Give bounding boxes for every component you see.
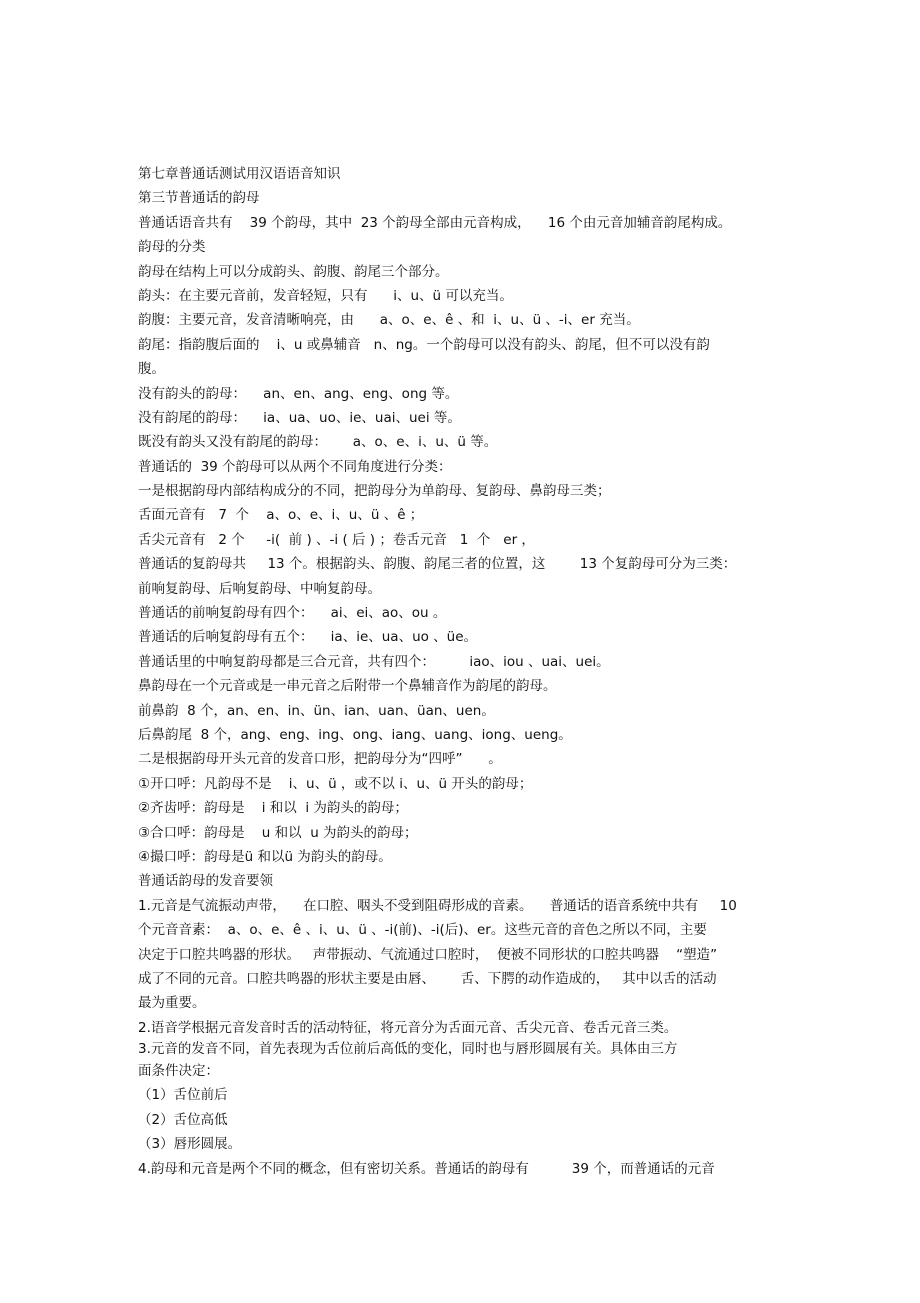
text-line: 没有韵头的韵母： an、en、ang、eng、ong 等。 <box>138 385 459 402</box>
text-line: 普通话的 39 个韵母可以从两个不同角度进行分类： <box>138 458 452 475</box>
text-line: 普通话语音共有 39 个韵母，其中 23 个韵母全部由元音构成， 16 个由元音加辅音韵尾构成。 <box>138 214 732 231</box>
text-line: 2.语音学根据元音发音时舌的活动特征，将元音分为舌面元音、舌尖元音、卷舌元音三类。 <box>138 1019 678 1036</box>
text-line: 鼻韵母在一个元音或是一串元音之后附带一个鼻辅音作为韵尾的韵母。 <box>138 678 557 695</box>
text-line: 腹。 <box>138 361 165 378</box>
list-item: （3）唇形圆展。 <box>138 1136 242 1153</box>
text-line: ②齐齿呼：韵母是 i 和以 i 为韵头的韵母； <box>138 800 408 817</box>
text-line: 个元音音素： a、o、e、ê 、i、u、ü 、-i(前)、-i(后)、er。这些元音的音色之所以不同，主要 <box>138 922 707 939</box>
text-line: 既没有韵头又没有韵尾的韵母： a、o、e、i、u、ü 等。 <box>138 434 498 451</box>
text-line: 普通话的复韵母共 13 个。根据韵头、韵腹、韵尾三者的位置，这 13 个复韵母可分为三类： <box>138 556 737 573</box>
text-line: 3.元音的发音不同，首先表现为舌位前后高低的变化，同时也与唇形圆展有关。具体由三方 <box>138 1041 678 1058</box>
text-line: 最为重要。 <box>138 995 206 1012</box>
text-line: 成了不同的元音。口腔共鸣器的形状主要是由唇、 舌、下腭的动作造成的， 其中以舌的活动 <box>138 970 717 987</box>
text-line: 普通话的后响复韵母有五个： ia、ie、ua、uo 、üe。 <box>138 629 478 646</box>
text-line: ③合口呼：韵母是 u 和以 u 为韵头的韵母； <box>138 824 418 841</box>
text-line: 前响复韵母、后响复韵母、中响复韵母。 <box>138 580 381 597</box>
subheading: 韵母的分类 <box>138 239 206 256</box>
text-line: 韵母在结构上可以分成韵头、韵腹、韵尾三个部分。 <box>138 263 449 280</box>
text-line: 前鼻韵 8 个，an、en、in、ün、ian、uan、üan、uen。 <box>138 702 495 719</box>
text-line: ①开口呼：凡韵母不是 i、u、ü ，或不以 i、u、ü 开头的韵母； <box>138 775 533 792</box>
text-line: 面条件决定： <box>138 1063 219 1080</box>
text-line: 二是根据韵母开头元音的发音口形，把韵母分为“四呼” 。 <box>138 751 502 768</box>
section-title: 第三节普通话的韵母 <box>138 190 260 207</box>
subheading: 普通话韵母的发音要领 <box>138 873 273 890</box>
text-line: 1.元音是气流振动声带， 在口腔、咽头不受到阻碍形成的音素。 普通话的语音系统中共有 10 <box>138 897 737 914</box>
document-body <box>138 162 798 1181</box>
text-line: 舌尖元音有 2 个 -i( 前 ) 、-i ( 后 ) ；卷舌元音 1 个 er ， <box>138 531 535 548</box>
text-line: 一是根据韵母内部结构成分的不同，把韵母分为单韵母、复韵母、鼻韵母三类； <box>138 483 611 500</box>
list-item: （1）舌位前后 <box>138 1087 228 1104</box>
text-line: 决定于口腔共鸣器的形状。 声带振动、气流通过口腔时， 便被不同形状的口腔共鸣器 “塑造” <box>138 946 718 963</box>
text-line: 舌面元音有 7 个 a、o、e、i、u、ü 、ê ； <box>138 507 424 524</box>
text-line: 4.韵母和元音是两个不同的概念，但有密切关系。普通话的韵母有 39 个，而普通话的元音 <box>138 1160 715 1177</box>
text-line: 韵尾：指韵腹后面的 i、u 或鼻辅音 n、ng。一个韵母可以没有韵头、韵尾，但不可以没有韵 <box>138 336 710 353</box>
text-line: 普通话的前响复韵母有四个： ai、ei、ao、ou 。 <box>138 605 447 622</box>
text-line: 没有韵尾的韵母： ia、ua、uo、ie、uai、uei 等。 <box>138 409 461 426</box>
text-line: 韵腹：主要元音，发音清晰响亮，由 a、o、e、ê 、和 i、u、ü 、-i、er 充当。 <box>138 312 640 329</box>
text-line: 后鼻韵尾 8 个，ang、eng、ing、ong、iang、uang、iong、ueng。 <box>138 726 572 743</box>
text-line: 韵头：在主要元音前，发音轻短，只有 i、u、ü 可以充当。 <box>138 287 513 304</box>
text-line: 普通话里的中响复韵母都是三合元音，共有四个： iao、iou 、uai、uei。 <box>138 653 610 670</box>
chapter-title: 第七章普通话测试用汉语语音知识 <box>138 166 341 182</box>
list-item: （2）舌位高低 <box>138 1111 228 1128</box>
text-line: ④撮口呼：韵母是ü 和以ü 为韵头的韵母。 <box>138 848 392 865</box>
